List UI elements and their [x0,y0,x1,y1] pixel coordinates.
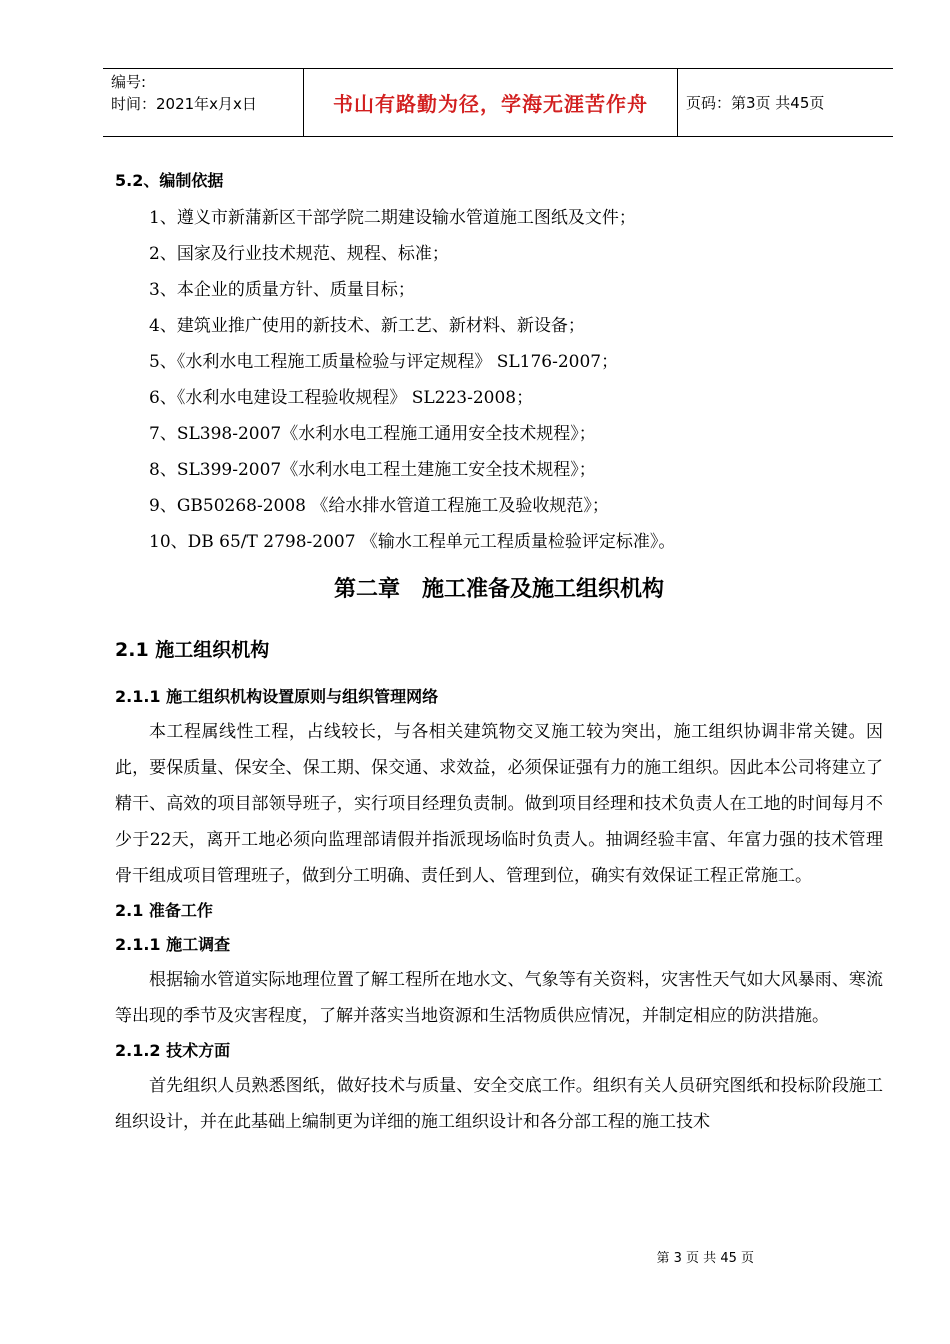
list-item: 5、《水利水电工程施工质量检验与评定规程》 SL176-2007； [149,352,619,372]
header-left [103,69,303,136]
subsection-2-1-1-text: 本工程属线性工程，占线较长，与各相关建筑物交叉施工较为突出，施工组织协调非常关键。因此，要保质量、保安全、保工期、保交通、求效益，必须保证强有力的施工组织。因此本公司将建立了精干、高效的项目部领导班子，实行项目经理负责制。做到项目经理和技术负责人在工地的时间每月不少于22天，离开工地必须向监理部请假并指派现场临时负责人。抽调经验丰富、年富力强的技术管理骨干组成项目管理班子，做到分工明确、责任到人、管理到位，确实有效保证工程正常施工。 [115,722,883,886]
header-number-label: 编号: [111,73,147,91]
list-item: 9、GB50268-2008 《给水排水管道工程施工及验收规范》； [149,496,609,516]
page-footer: 第 3 页 共 45 页 [656,1251,754,1266]
header-page-label: 页码：第3页 共45页 [686,94,825,112]
list-item: 7、SL398-2007《水利水电工程施工通用安全技术规程》； [149,424,596,444]
list-item: 2、国家及行业技术规范、规程、标准； [149,244,449,264]
section-2-1-title: 2.1 施工组织机构 [115,639,270,661]
page-header [103,68,893,137]
tech-title: 2.1.2 技术方面 [115,1041,231,1060]
header-motto: 书山有路勤为径，学海无涯苦作舟 [303,69,678,136]
header-date-label: 时间：2021年x月x日 [111,95,257,113]
tech-text: 首先组织人员熟悉图纸，做好技术与质量、安全交底工作。组织有关人员研究图纸和投标阶段施工组织设计，并在此基础上编制更为详细的施工组织设计和各分部工程的施工技术 [115,1076,883,1132]
document-body [115,166,883,1140]
list-item: 8、SL399-2007《水利水电工程土建施工安全技术规程》； [149,460,596,480]
list-item: 4、建筑业推广使用的新技术、新工艺、新材料、新设备； [149,316,585,336]
section-5-2-title: 5.2、编制依据 [115,171,224,190]
survey-text: 根据输水管道实际地理位置了解工程所在地水文、气象等有关资料，灾害性天气如大风暴雨、寒流等出现的季节及灾害程度，了解并落实当地资源和生活物质供应情况，并制定相应的防洪措施。 [115,970,883,1026]
prep-title: 2.1 准备工作 [115,901,213,920]
survey-title: 2.1.1 施工调查 [115,935,231,954]
subsection-2-1-1-title: 2.1.1 施工组织机构设置原则与组织管理网络 [115,687,439,706]
list-item: 6、《水利水电建设工程验收规程》 SL223-2008； [149,388,534,408]
list-item: 10、DB 65/T 2798-2007 《输水工程单元工程质量检验评定标准》。 [149,532,676,552]
chapter-title: 第二章 施工准备及施工组织机构 [333,577,664,602]
list-item: 3、本企业的质量方针、质量目标； [149,280,415,300]
list-item: 1、遵义市新蒲新区干部学院二期建设输水管道施工图纸及文件； [149,208,636,228]
